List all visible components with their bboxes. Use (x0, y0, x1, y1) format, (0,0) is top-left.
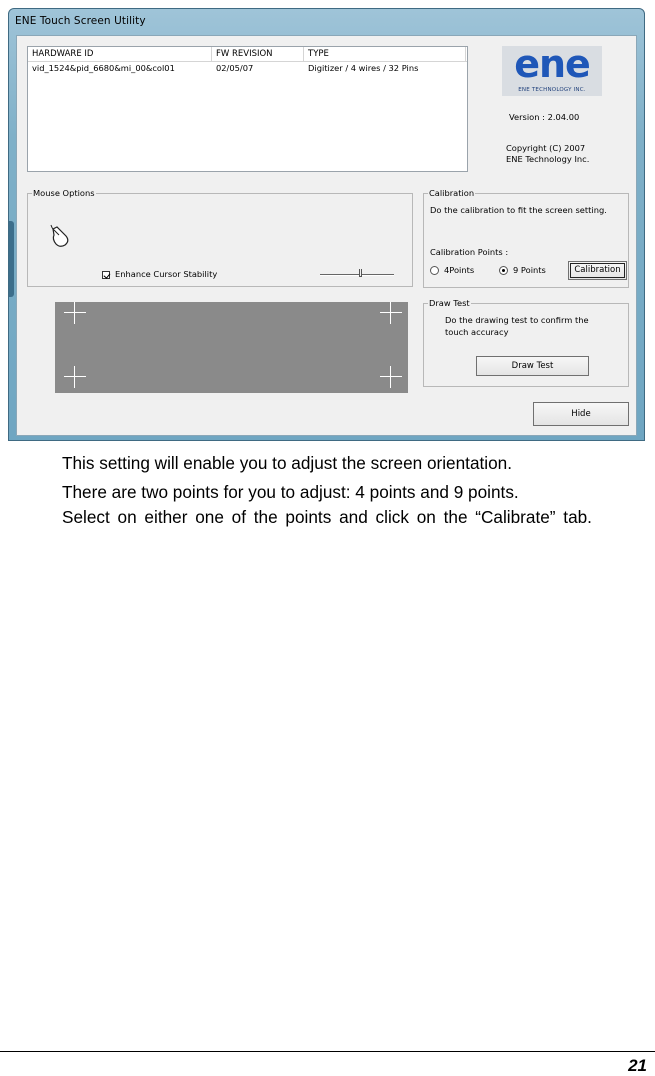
crosshair-icon (64, 302, 86, 324)
footer-divider (0, 1051, 655, 1052)
logo-subtitle: ENE TECHNOLOGY INC. (518, 87, 586, 93)
page-number: 21 (628, 1056, 647, 1075)
utility-window (8, 8, 645, 441)
mouse-options-group (27, 188, 413, 287)
stability-slider-thumb[interactable] (359, 269, 362, 277)
cell-fw-revision: 02/05/07 (216, 63, 254, 73)
device-list-header (28, 47, 467, 62)
cell-hardware-id: vid_1524&pid_6680&mi_00&col01 (32, 63, 175, 73)
draw-test-description-line1: Do the drawing test to confirm the (445, 315, 589, 325)
ene-logo (502, 42, 602, 96)
radio-9-points[interactable] (499, 266, 508, 275)
crosshair-icon (380, 302, 402, 324)
draw-test-group (423, 298, 629, 387)
window-title: ENE Touch Screen Utility (15, 15, 146, 27)
window-edge-handle (9, 221, 14, 297)
radio-4-points-label: 4Points (444, 265, 475, 275)
crosshair-icon (64, 366, 86, 388)
doc-line-instructions: Select on either one of the points and click on the “Calibrate” tab. (62, 507, 592, 527)
enhance-stability-checkbox[interactable] (102, 271, 110, 279)
doc-line-orientation: This setting will enable you to adjust the screen orientation. (62, 453, 512, 473)
cell-type: Digitizer / 4 wires / 32 Pins (308, 63, 419, 73)
crosshair-icon (380, 366, 402, 388)
radio-9-points-label: 9 Points (513, 265, 546, 275)
window-client-area (16, 35, 637, 436)
doc-line-points: There are two points for you to adjust: 4 points and 9 points. (62, 482, 519, 502)
calibration-preview (55, 302, 408, 393)
draw-test-label: Draw Test (429, 298, 470, 308)
logo-wordmark: ene (514, 42, 590, 86)
calibration-button[interactable]: Calibration (568, 261, 627, 280)
calibration-group (423, 188, 629, 288)
draw-test-description-line2: touch accuracy (445, 327, 509, 337)
mouse-icon (50, 224, 72, 250)
version-label: Version : 2.04.00 (509, 112, 580, 122)
device-list[interactable] (27, 46, 468, 172)
title-bar[interactable] (9, 9, 644, 35)
company-label: ENE Technology Inc. (506, 154, 590, 164)
column-fw-revision[interactable]: FW REVISION (212, 47, 304, 61)
column-type[interactable]: TYPE (304, 47, 466, 61)
radio-4-points[interactable] (430, 266, 439, 275)
enhance-stability-label: Enhance Cursor Stability (115, 269, 218, 279)
hide-button[interactable]: Hide (533, 402, 629, 426)
table-row[interactable] (28, 62, 467, 74)
calibration-label: Calibration (429, 188, 475, 198)
draw-test-button[interactable]: Draw Test (476, 356, 589, 376)
calibration-points-label: Calibration Points : (430, 247, 509, 257)
mouse-options-label: Mouse Options (33, 188, 95, 198)
calibration-description: Do the calibration to fit the screen setting. (430, 205, 607, 215)
copyright-label: Copyright (C) 2007 (506, 143, 586, 153)
column-hardware-id[interactable]: HARDWARE ID (28, 47, 212, 61)
stability-slider-track[interactable] (320, 274, 394, 276)
